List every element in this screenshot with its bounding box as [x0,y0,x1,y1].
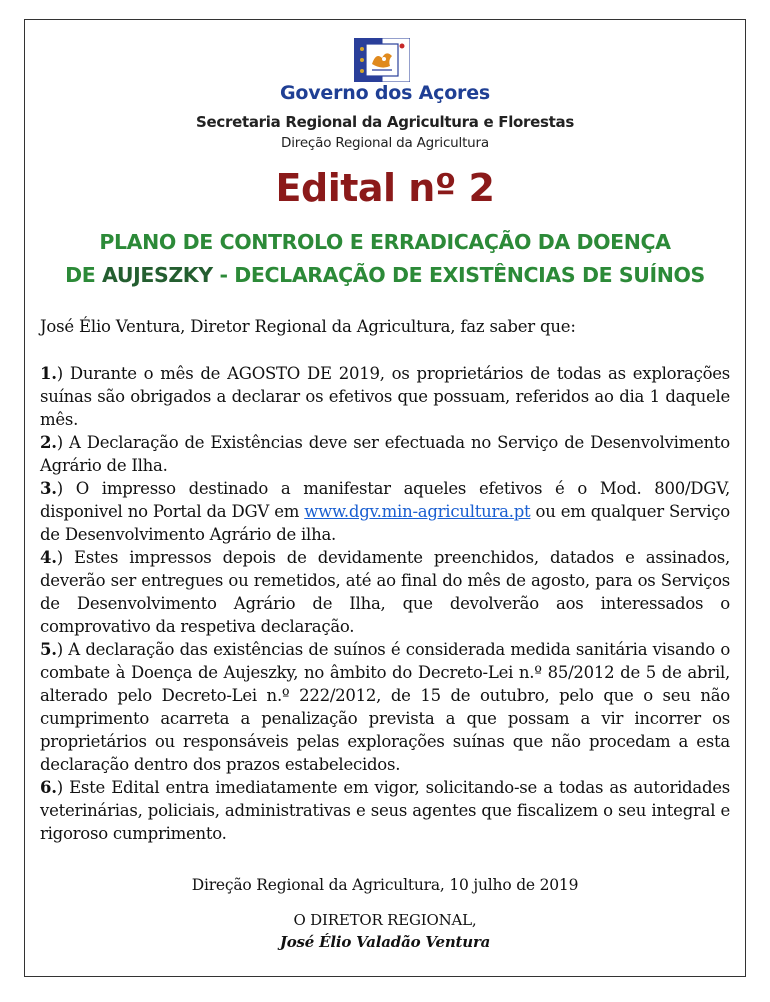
disease-name: AUJESZKY [102,263,213,287]
item-text: ) Estes impressos depois de devidamente preenchidos, datados e assinados, deverão ser entregues ou remetidos, até ao final do mês de agosto, para os Serviços de Desenvolvimento Agrário de Ilha, que devolverão aos interessados o comprovativo da respetiva declaração. [40,548,730,636]
item-text-after-link: ou em qualquer Serviço de Desenvolvimento Agrário de ilha. [40,502,730,544]
directorate-name: Direção Regional da Agricultura [281,135,489,151]
item-text: ) A declaração das existências de suínos é considerada medida sanitária visando o combate à Doença de Aujeszky, no âmbito do Decreto-Lei n.º 85/2012 de 5 de abril, alterado pelo Decreto-Lei n.º 222/2012, de 15 de outubro, pelo que o seu não cumprimento acarreta a penalização prevista a que possam a vir incorrer os proprietários ou responsáveis pelas explorações suínas que não procedam a esta declaração dentro dos prazos estabelecidos. [40,640,730,774]
secretariat-name: Secretaria Regional da Agricultura e Florestas [196,113,574,131]
plan-title-line-1: PLANO DE CONTROLO E ERRADICAÇÃO DA DOENÇA [99,230,671,254]
intro-paragraph: José Élio Ventura, Diretor Regional da Agricultura, faz saber que: [40,317,576,336]
notice-item-1 [40,362,730,431]
item-number: 4. [40,548,57,567]
notice-item-6 [40,776,730,845]
notice-body [40,362,730,845]
signatory-role: O DIRETOR REGIONAL, [293,911,477,929]
notice-item-4 [40,546,730,638]
dgv-portal-link[interactable]: www.dgv.min-agricultura.pt [304,502,531,521]
item-text: ) Este Edital entra imediatamente em vigor, solicitando-se a todas as autoridades veterinárias, policiais, administrativas e seus agentes que fiscalizem o seu integral e rigoroso cumprimento. [40,778,730,843]
notice-item-3 [40,477,730,546]
plan-title-suffix: - DECLARAÇÃO DE EXISTÊNCIAS DE SUÍNOS [212,263,705,287]
government-name: Governo dos Açores [279,82,491,104]
item-number: 3. [40,479,57,498]
plan-title-prefix: DE [65,263,103,287]
notice-item-5 [40,638,730,776]
notice-item-2 [40,431,730,477]
item-text: ) Durante o mês de AGOSTO DE 2019, os proprietários de todas as explorações suínas são obrigados a declarar os efetivos que possuam, referidos ao dia 1 daquele mês. [40,364,730,429]
item-text: ) O impresso destinado a manifestar aqueles efetivos é o Mod. 800/DGV, disponivel no Portal da DGV em [40,479,730,521]
item-number: 6. [40,778,57,797]
item-number: 5. [40,640,57,659]
signatory-name: José Élio Valadão Ventura [279,933,491,951]
plan-title-line-2 [30,263,740,287]
item-text: ) A Declaração de Existências deve ser efectuada no Serviço de Desenvolvimento Agrário de Ilha. [40,433,730,475]
item-number: 1. [40,364,57,383]
edital-title: Edital nº 2 [275,166,495,210]
dateline: Direção Regional da Agricultura, 10 julho de 2019 [191,876,579,894]
acores-coat-of-arms-icon [354,38,410,82]
item-number: 2. [40,433,57,452]
